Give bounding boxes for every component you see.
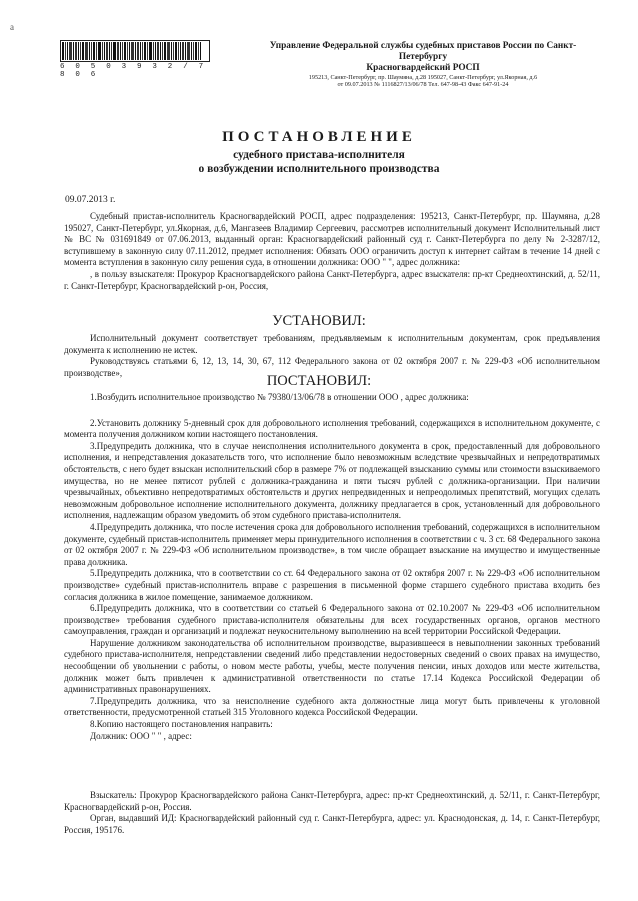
header-line-4: 195213, Санкт-Петербург, пр. Шаумяна, д.28 195027, Санкт-Петербург, ул.Якорная, д.6 [308,73,538,81]
intro-block [64,211,600,292]
barcode-stripe [182,42,184,60]
barcode-digits: 6 0 5 0 3 9 3 2 / 7 8 0 6 [60,63,207,79]
barcode-stripe [96,42,97,60]
resolved-item-3: 3.Предупредить должника, что в случае неисполнения исполнительного документа в срок, предоставленный для добровольного исполнения, и непредставления доказательств того, что исполнение было невозможным вследствие чрезвычайных и непредотвратимых обстоятельств, с него будет взыскан исполнительский сбор в размере 7% от подлежащей взысканию суммы или стоимости взыскиваемого имущества, но не менее пятисот рублей с должника-гражданина и пяти тысяч рублей с должника-организации. При наличии чрезвычайных, объективно непредотвратимых обстоятельств и других непредвиденных и непреодолимых препятствий, могущих сделать невозможным добровольное исполнение исполнительного документа, должнику предлагается в срок, установленный для добровольного исполнения, надлежащим образом уведомить об этом судебного пристава-исполнителя. [64,440,600,521]
barcode-stripe [106,42,108,60]
resolved-item-7: 7.Предупредить должника, что за неисполнение судебного акта должностные лица могут быть привлечены к уголовной ответственности, предусмотренной статьей 315 Уголовного кодекса Российской Федерации. [64,695,600,718]
barcode-stripe [67,42,68,60]
doc-subtitle-1: судебного пристава-исполнителя [233,149,405,161]
barcode-stripe [117,42,119,60]
resolved-item-5: 5.Предупредить должника, что в соответствии со ст. 64 Федерального закона от 02 октября 2007 г. № 229-ФЗ «Об исполнительном производстве» судебный пристав-исполнитель вправе с разрешения в письменной форме старшего судебного пристава входить без согласия должника в жилое помещение, занимаемое должником. [64,568,600,602]
barcode-stripe [124,42,126,60]
doc-date: 09.07.2013 г. [65,195,116,205]
resolved-violation-note: Нарушение должником законодательства об исполнительном производстве, выразившееся в невыполнении законных требований судебного пристава-исполнителя, непредставлении сведений либо представлении недостоверных сведений о своих правах на имущество, несообщении об увольнении с работы, о новом месте работы, учебы, месте получения пенсии, иных доходов или месте жительства, должник может быть привлечен к административной ответственности по статье 17.14 Кодекса Российской Федерации об административных правонарушениях. [64,637,600,695]
barcode-stripe [122,42,123,60]
barcode-stripe [193,42,194,60]
barcode-stripe [129,42,130,60]
barcode-stripe [142,42,143,60]
barcode-stripe [104,42,105,60]
recipient-debtor: Должник: ООО " " , адрес: [90,730,192,741]
barcode-stripe [175,42,177,60]
barcode-stripe [185,42,186,60]
resolved-block [64,392,600,742]
barcode-stripe [173,42,174,60]
resolved-item-8: 8.Копию настоящего постановления направить: [90,719,273,730]
barcode-stripe [144,42,146,60]
barcode-stripe [120,42,121,60]
barcode-stripe [149,42,152,60]
barcode [60,40,210,79]
barcode-stripe [137,42,139,60]
barcode-stripe [200,42,201,60]
doc-title: ПОСТАНОВЛЕНИЕ [222,129,416,145]
heading-established: УСТАНОВИЛ: [272,313,366,329]
doc-subtitle-2: о возбуждении исполнительного производства [198,163,440,175]
barcode-stripe [167,42,170,60]
header-line-5: от 09.07.2013 № 1116827/13/06/78 Тел. 647-98-43 Факс 647-91-24 [337,81,509,89]
barcode-stripe [89,42,90,60]
barcode-stripe [98,42,101,60]
recipients-block [64,790,600,836]
barcode-stripe [135,42,136,60]
barcode-stripe [109,42,110,60]
barcode-stripe [178,42,179,60]
recipient-claimant: Взыскатель: Прокурор Красногвардейского района Санкт-Петербурга, адрес: пр-кт Среднеохтинский, д. 52/11, г. Санкт-Петербург, Красногвардейский р-он, Россия. [64,790,600,812]
barcode-stripe [198,42,199,60]
barcode-stripe [111,42,112,60]
barcode-stripe [162,42,163,60]
recipient-issuing-court: Орган, выдавший ИД: Красногвардейский районный суд г. Санкт-Петербурга, адрес: ул. Краснодонская, д. 14, г. Санкт-Петербург, Россия, 195176. [64,813,600,835]
side-mark: a [10,22,14,32]
barcode-stripe [155,42,156,60]
barcode-stripe [195,42,197,60]
barcode-stripe [91,42,92,60]
resolved-item-1: 1.Возбудить исполнительное производство № 79380/13/06/78 в отношении ООО , адрес должника: [90,392,469,402]
header-line-2: Петербургу [398,51,448,62]
barcode-stripe [160,42,161,60]
barcode-stripe [62,42,64,60]
barcode-stripe [102,42,103,60]
barcode-stripe [147,42,148,60]
barcode-stripe [82,42,84,60]
barcode-stripe [113,42,116,60]
resolved-item-4: 4.Предупредить должника, что после истечения срока для добровольного исполнения требований, содержащихся в исполнительном документе, судебный пристав-исполнитель применяет меры принудительного исполнения в соответствии с ч. 3 ст. 68 Федерального закона от 02 октября 2007 г. № 229-ФЗ «Об исполнительном производстве», в том числе обращает взыскание на имущество и имущественные права должника. [64,521,600,567]
barcode-stripe [164,42,166,60]
established-paragraph-1: Исполнительный документ соответствует требованиям, предъявляемым к исполнительным документам, срок предъявления документа к исполнению не истек. [64,333,600,355]
intro-paragraph-1: Судебный пристав-исполнитель Красногвардейский РОСП, адрес подразделения: 195213, Санкт-Петербург, пр. Шаумяна, д.28 195027, Санкт-Петербург, ул.Якорная, д.6, Мангазеев Владимир Сергеевич, рассмотрев исполнительный документ Исполнительный лист № ВС № 031691849 от 07.06.2013, выданный орган: Красногвардейский районный суд г. Санкт-Петербурга по делу № 2-3287/12, вступившему в законную силу 07.11.2012, предмет исполнения: Обязать ООО ограничить доступ к интернет сайтам в течение 14 дней с момента вступления в законную силу решения суда, в отношении должника: ООО " ", адрес должника: [64,211,600,268]
barcode-stripe [131,42,134,60]
barcode-stripe [187,42,190,60]
header-line-3: Красногвардейский РОСП [366,62,480,73]
header-line-1: Управление Федеральной службы судебных приставов России по Санкт- [269,41,577,51]
barcode-stripe [85,42,88,60]
established-paragraph-2: Руководствуясь статьями 6, 12, 13, 14, 30, 67, 112 Федерального закона от 02 октября 2007 г. № 229-ФЗ «Об исполнительном производстве», [64,356,600,378]
resolved-item-2: 2.Установить должнику 5-дневный срок для добровольного исполнения требований, содержащихся в исполнительном документе, с момента получения должником копии настоящего постановления. [64,417,600,440]
barcode-stripe [140,42,141,60]
heading-resolved: ПОСТАНОВИЛ: [266,373,372,389]
barcode-stripe [80,42,81,60]
barcode-stripe [191,42,192,60]
barcode-stripe [65,42,66,60]
barcode-stripe [127,42,128,60]
barcode-stripe [157,42,159,60]
intro-paragraph-2: , в пользу взыскателя: Прокурор Красногвардейского района Санкт-Петербурга, адрес взыскателя: пр-кт Среднеохтинский, д. 52/11, г. Санкт-Петербург, Красногвардейский р-он, Россия, [64,268,600,291]
issuer-header [238,41,608,89]
barcode-stripe [69,42,72,60]
barcode-stripe [78,42,79,60]
resolved-item-6: 6.Предупредить должника, что в соответствии со статьей 6 Федерального закона от 02.10.2007 № 229-ФЗ «Об исполнительном производстве» требования судебного пристава-исполнителя обязательны для всех государственных органов, органов местного самоуправления, граждан и организаций и подлежат неукоснительному выполнению на всей территории Российской Федерации. [64,603,600,637]
barcode-stripe [153,42,154,60]
barcode-stripe [180,42,181,60]
barcode-stripes [60,40,210,62]
barcode-stripe [171,42,172,60]
barcode-stripe [75,42,77,60]
barcode-stripe [93,42,95,60]
barcode-stripe [73,42,74,60]
